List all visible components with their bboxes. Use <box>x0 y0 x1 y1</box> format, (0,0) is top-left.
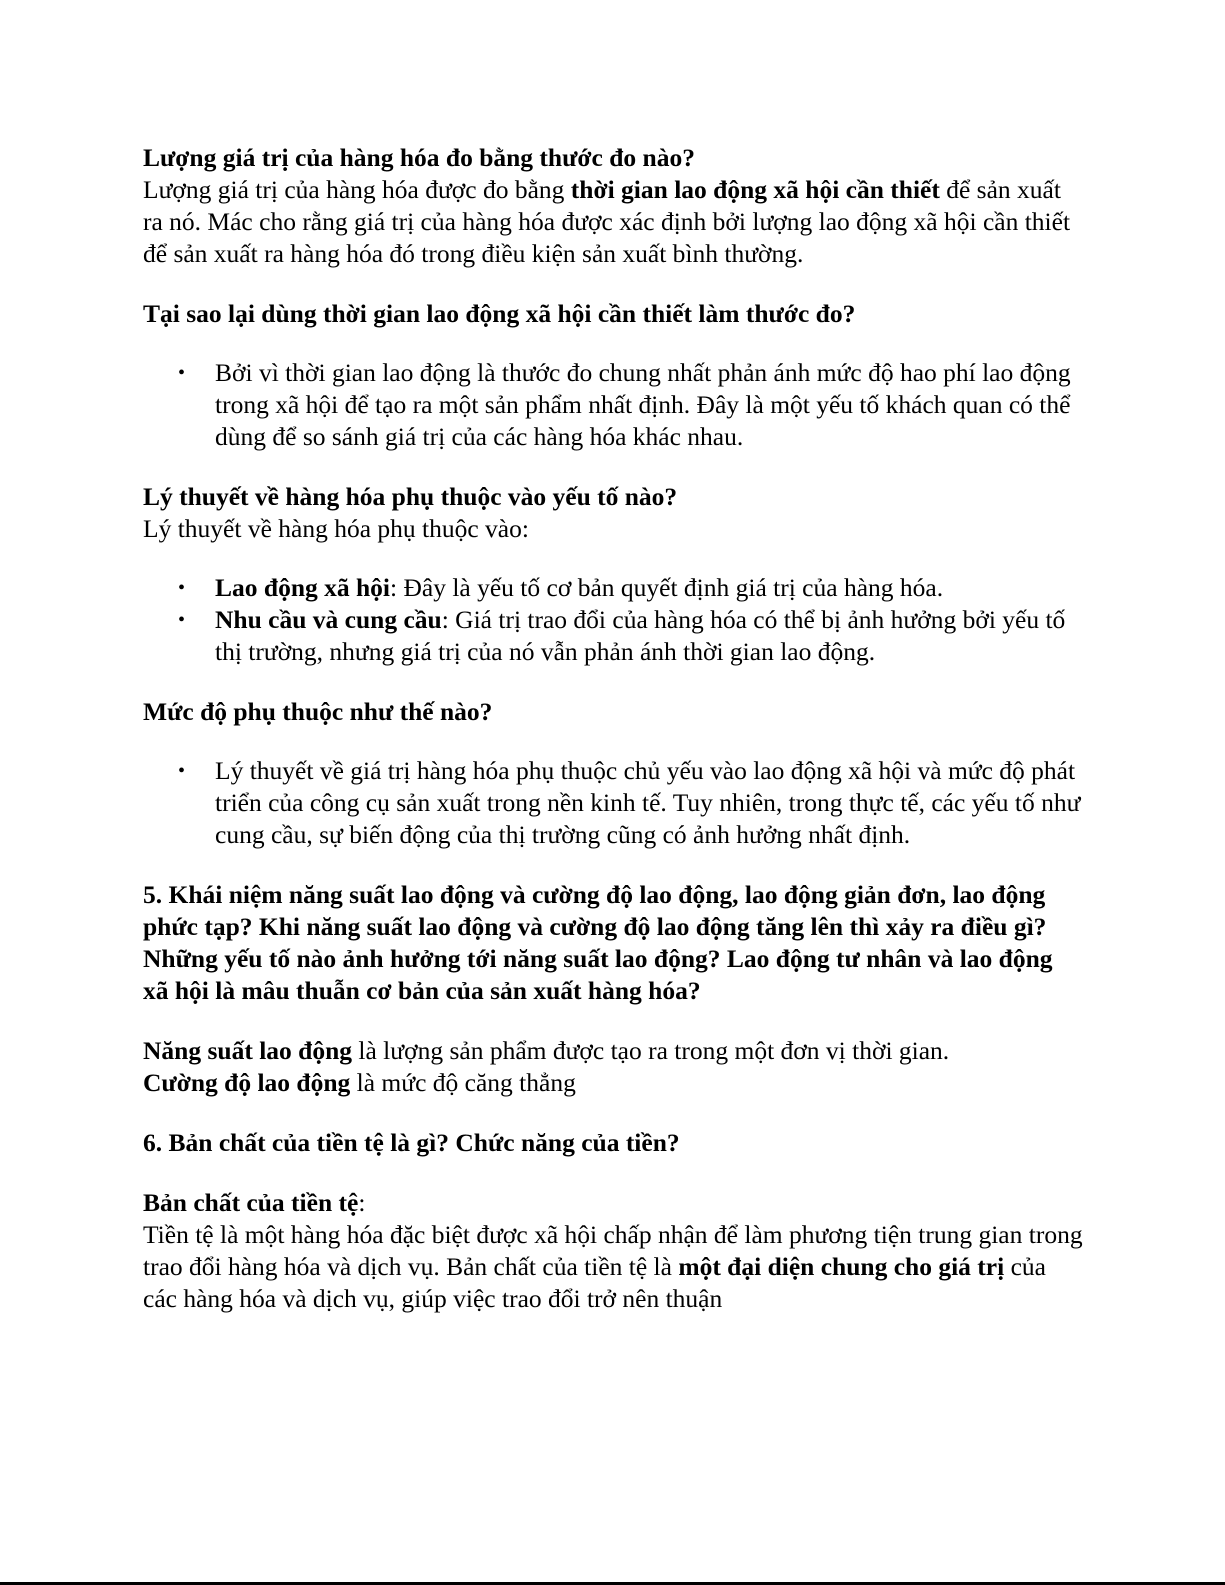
section-5-line-2: Cường độ lao động là mức độ căng thẳng <box>143 1068 576 1097</box>
bullet-icon: • <box>178 760 186 782</box>
section-5-heading: 5. Khái niệm năng suất lao động và cường độ lao động, lao động giản đơn, lao động phức tạp? Khi năng suất lao động và cường độ lao động tăng lên thì xảy ra điều gì? Những yếu tố nào ảnh hưởng tới năng suất lao động? Lao động tư nhân và lao động xã hội là mâu thuẫn cơ bản của sản xuất hàng hóa? <box>143 880 1053 1005</box>
list-item: • Lao động xã hội: Đây là yếu tố cơ bản quyết định giá trị của hàng hóa. <box>178 573 944 602</box>
bullet-icon: • <box>178 577 186 599</box>
bullet-icon: • <box>178 362 186 384</box>
section-6-paragraph: Tiền tệ là một hàng hóa đặc biệt được xã hội chấp nhận để làm phương tiện trung gian trong trao đổi hàng hóa và dịch vụ. Bản chất của tiền tệ là một đại diện chung cho giá trị của các hàng hóa và dịch vụ, giúp việc trao đổi trở nên thuận <box>143 1220 1083 1313</box>
q3-bullet-list <box>143 572 1083 668</box>
q1-text-bold: thời gian lao động xã hội cần thiết <box>570 175 940 204</box>
section-6-heading: 6. Bản chất của tiền tệ là gì? Chức năng của tiền? <box>143 1128 680 1157</box>
q2-heading: Tại sao lại dùng thời gian lao động xã hội cần thiết làm thước đo? <box>143 299 856 328</box>
q1-heading: Lượng giá trị của hàng hóa đo bằng thước đo nào? <box>143 143 695 172</box>
q1-paragraph <box>143 174 1083 270</box>
q1-text-pre: Lượng giá trị của hàng hóa được đo bằng <box>143 175 571 204</box>
q4-bullet-list <box>143 755 1083 851</box>
list-item: • Nhu cầu và cung cầu: Giá trị trao đổi của hàng hóa có thể bị ảnh hưởng bởi yếu tố thị trường, nhưng giá trị của nó vẫn phản ánh thời gian lao động. <box>178 605 1066 666</box>
section-5-line-1: Năng suất lao động là lượng sản phẩm được tạo ra trong một đơn vị thời gian. <box>143 1036 950 1065</box>
q4-heading: Mức độ phụ thuộc như thế nào? <box>143 697 493 726</box>
bullet-icon: • <box>178 609 186 631</box>
list-item: • Bởi vì thời gian lao động là thước đo chung nhất phản ánh mức độ hao phí lao động trong xã hội để tạo ra một sản phẩm nhất định. Đây là một yếu tố khách quan có thể dùng để so sánh giá trị của các hàng hóa khác nhau. <box>178 358 1071 451</box>
q2-bullet-list <box>143 357 1083 453</box>
q3-intro: Lý thuyết về hàng hóa phụ thuộc vào: <box>143 514 529 543</box>
q1-text-post: để sản xuất ra nó. Mác cho rằng giá trị của hàng hóa được xác định bởi lượng lao động xã hội cần thiết để sản xuất ra hàng hóa đó trong điều kiện sản xuất bình thường. <box>143 175 1071 268</box>
q3-heading: Lý thuyết về hàng hóa phụ thuộc vào yếu tố nào? <box>143 482 678 511</box>
section-6-subheading: Bản chất của tiền tệ: <box>143 1188 366 1217</box>
document-page <box>143 142 1083 1315</box>
list-item: • Lý thuyết về giá trị hàng hóa phụ thuộc chủ yếu vào lao động xã hội và mức độ phát triển của công cụ sản xuất trong nền kinh tế. Tuy nhiên, trong thực tế, các yếu tố như cung cầu, sự biến động của thị trường cũng có ảnh hưởng nhất định. <box>178 756 1081 849</box>
